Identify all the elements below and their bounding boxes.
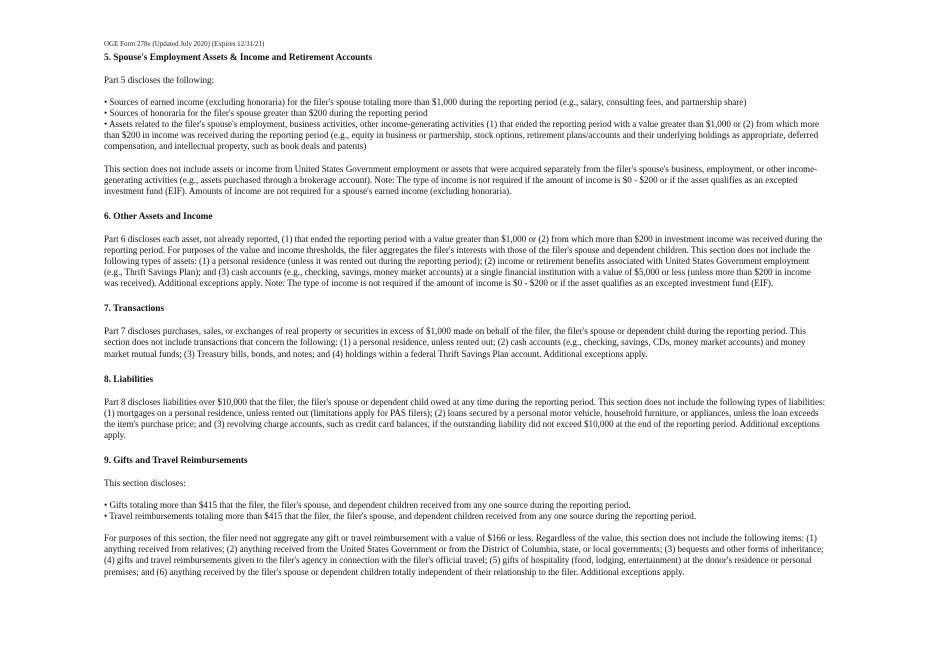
section-5-bullet: • Sources of earned income (excluding honoraria) for the filer's spouse totaling more than $1,000 during the reporting period (e.g., salary, consulting fees, and partnership share): [104, 97, 747, 108]
section-8-title: 8. Liabilities: [104, 374, 154, 385]
section-7-body: Part 7 discloses purchases, sales, or exchanges of real property or securities in excess of $1,000 made on behalf of the filer, the filer's spouse or dependent child during the reporting period. This section does not include transactions that concern the following: (1) a personal residence, unless rented out; (2) cash accounts (e.g., checking, savings, CDs, money market accounts) and money market mutual funds; (3) Treasury bills, bonds, and notes; and (4) holdings within a federal Thrift Savings Plan account. Additional exceptions apply.: [104, 326, 806, 359]
section-5-bullet: • Assets related to the filer's spouse's employment, business activities, other income-generating activities (1) that ended the reporting period with a value greater than $1,000 or (2) from which more than $200 in income was received during the reporting period (e.g., equity in business or partnership, stock options, retirement plans/accounts and their underlying holdings as appropriate, deferred compensation, and intellectual property, such as book deals and patents): [104, 119, 820, 152]
section-8-body: Part 8 discloses liabilities over $10,000 that the filer, the filer's spouse or dependent child owed at any time during the reporting period. This section does not include the following types of liabilities: (1) mortgages on a personal residence, unless rented out (limitations apply for PAS filers); (2) loans secured by a personal motor vehicle, household furniture, or appliances, unless the loan exceeds the item's purchase price; and (3) revolving charge accounts, such as credit card balances, if the outstanding liability did not exceed $10,000 at the end of the reporting period. Additional exceptions apply.: [104, 396, 826, 440]
section-5-bullet: • Sources of honoraria for the filer's spouse greater than $200 during the reporting period: [104, 108, 428, 119]
section-9-title: 9. Gifts and Travel Reimbursements: [104, 455, 248, 466]
section-5-note: This section does not include assets or income from United States Government employment or assets that were acquired separately from the filer's spouse's business, employment, or other income-generating activities (e.g., assets purchased through a brokerage account). Note: The type of income is not required if the amount of income is $0 - $200 or if the asset qualifies as an excepted investment fund (EIF). Amounts of income are not required for a spouse's earned income (excluding honoraria).: [104, 163, 818, 196]
form-identifier: OGE Form 278e (Updated July 2020) (Expires 12/31/21): [104, 40, 265, 48]
section-9-bullet: • Gifts totaling more than $415 that the filer, the filer's spouse, and dependent children received from any one source during the reporting period.: [104, 500, 631, 511]
section-9-note: For purposes of this section, the filer need not aggregate any gift or travel reimbursement with a value of $166 or less. Regardless of the value, this section does not include the following items: (1) anything received from relatives; (2) anything received from the United States Government or from the District of Columbia, state, or local governments; (3) bequests and other forms of inheritance; (4) gifts and travel reimbursements given to the filer's agency in connection with the filer's official travel; (5) gifts of hospitality (food, lodging, entertainment) at the donor's residence or personal premises; and (6) anything received by the filer's spouse or dependent children totally independent of their relationship to the filer. Additional exceptions apply.: [104, 533, 824, 577]
section-5-title: 5. Spouse's Employment Assets & Income and Retirement Accounts: [104, 53, 373, 63]
section-7-title: 7. Transactions: [104, 304, 165, 315]
section-5-bullet-list: [104, 97, 826, 152]
section-5-intro: Part 5 discloses the following:: [104, 75, 215, 85]
section-9-bullet-list: [104, 500, 826, 522]
section-9-intro: This section discloses:: [104, 477, 186, 488]
document-page: [104, 40, 826, 578]
section-9-bullet: • Travel reimbursements totaling more than $415 that the filer, the filer's spouse, and dependent children received from any one source during the reporting period.: [104, 511, 697, 522]
section-6-body: Part 6 discloses each asset, not already reported, (1) that ended the reporting period with a value greater than $1,000 or (2) from which more than $200 in investment income was received during the reporting period. For purposes of the value and income thresholds, the filer aggregates the filer's interests with those of the filer's spouse and dependent children. This section does not include the following types of assets: (1) a personal residence (unless it was rented out during the reporting period); (2) income or retirement benefits associated with United States Government employment (e.g., Thrift Savings Plan); and (3) cash accounts (e.g., checking, savings, money market accounts) at a single financial institution with a value of $5,000 or less (unless more than $200 in income was received). Additional exceptions apply. Note: The type of income is not required if the amount of income is $0 - $200 or if the asset qualifies as an excepted investment fund (EIF).: [104, 233, 823, 289]
section-6-title: 6. Other Assets and Income: [104, 211, 213, 222]
